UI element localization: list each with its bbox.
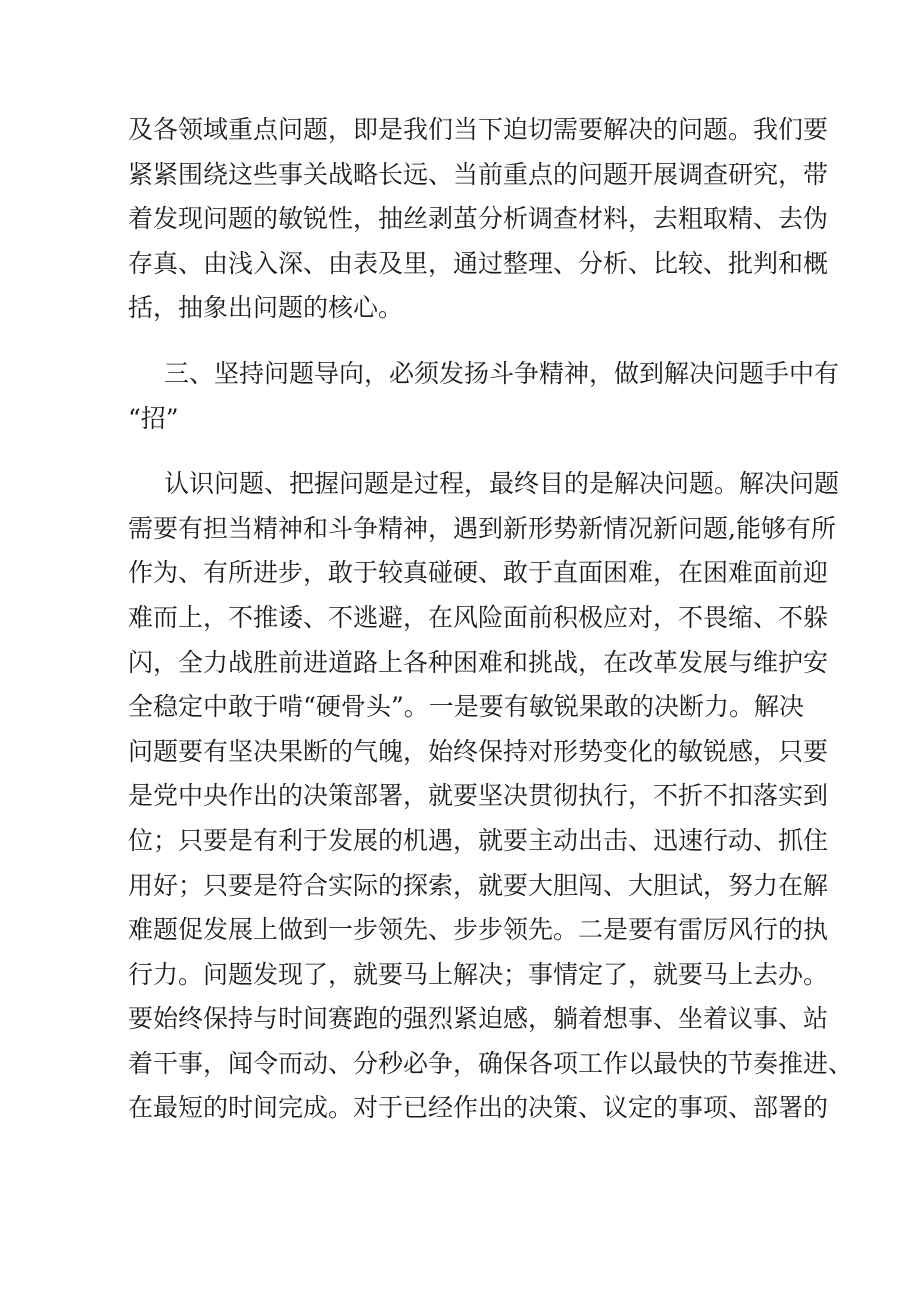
paragraph-p2 — [128, 462, 854, 1131]
text-line: 需要有担当精神和斗争精神，遇到新形势新情况新问题,能够有所 — [128, 513, 836, 543]
text-line: 闪，全力战胜前进道路上各种困难和挑战，在改革发展与维护安 — [128, 647, 829, 677]
text-line: 难而上，不推诿、不逃避，在风险面前积极应对，不畏缩、不躲 — [128, 602, 829, 632]
text-line: 着发现问题的敏锐性，抽丝剥茧分析调查材料，去粗取精、去伪 — [128, 204, 829, 234]
text-line: 问题要有坚决果断的气魄，始终保持对形势变化的敏锐感，只要 — [128, 736, 829, 766]
heading-line: “招” — [128, 403, 179, 433]
text-line: 是党中央作出的决策部署，就要坚决贯彻执行，不折不扣落实到 — [128, 781, 829, 811]
text-line: 行力。问题发现了，就要马上解决；事情定了，就要马上去办。 — [128, 959, 829, 989]
heading-line: 三、坚持问题导向，必须发扬斗争精神，做到解决问题手中有 — [164, 358, 840, 388]
text-line: 着干事，闻令而动、分秒必争，确保各项工作以最快的节奏推进、 — [128, 1048, 854, 1078]
text-line: 紧紧围绕这些事关战略长远、当前重点的问题开展调查研究，带 — [128, 159, 829, 189]
text-line: 位；只要是有利于发展的机遇，就要主动出击、迅速行动、抓住 — [128, 825, 829, 855]
text-line: 括，抽象出问题的核心。 — [128, 293, 404, 323]
paragraph-gap — [128, 331, 804, 352]
text-line: 存真、由浅入深、由表及里，通过整理、分析、比较、批判和概 — [128, 248, 829, 278]
text-line: 要始终保持与时间赛跑的强烈紧迫感，躺着想事、坐着议事、站 — [128, 1004, 829, 1034]
text-line: 在最短的时间完成。对于已经作出的决策、议定的事项、部署的 — [128, 1093, 829, 1123]
section-heading-3 — [128, 352, 840, 441]
text-line: 认识问题、把握问题是过程，最终目的是解决问题。解决问题 — [164, 469, 840, 499]
paragraph-gap — [128, 441, 804, 462]
text-line: 难题促发展上做到一步领先、步步领先。二是要有雷厉风行的执 — [128, 915, 829, 945]
document-body — [128, 108, 854, 1131]
text-line: 用好；只要是符合实际的探索，就要大胆闯、大胆试，努力在解 — [128, 870, 829, 900]
text-line: 全稳定中敢于啃“硬骨头”。一是要有敏锐果敢的决断力。解决 — [128, 692, 804, 722]
paragraph-p1 — [128, 108, 829, 331]
text-line: 作为、有所进步，敢于较真碰硬、敢于直面困难，在困难面前迎 — [128, 558, 829, 588]
text-line: 及各领域重点问题，即是我们当下迫切需要解决的问题。我们要 — [128, 115, 829, 144]
